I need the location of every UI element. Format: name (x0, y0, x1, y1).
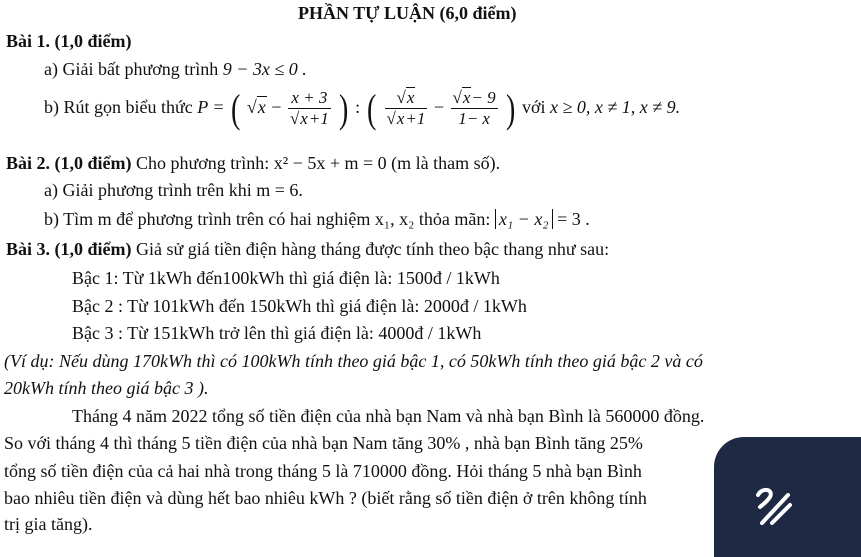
fraction-2: $\frac{√x}{√x+1}$ (386, 88, 426, 129)
close-paren-2: ) (506, 85, 516, 131)
tier-2: Bậc 2 : Từ 101kWh đến 150kWh thì giá điện là: 2000đ / 1kWh (72, 296, 527, 316)
bai1-part-b: b) Rút gọn biểu thức P = ( √x − $\frac{x + 3}{√x+1}$ ) : ( $\frac{√x}{√x+1}$ − $\frac{√x- 9}{1- x}$ ) với x ≥ 0, x ≠ 1, x ≠ 9. (44, 85, 681, 131)
bai3-heading: Bài 3. (1,0 điểm) (6, 239, 132, 259)
bai1-b-text: b) Rút gọn biểu thức (44, 97, 193, 117)
bai1-a-expr: 9 − 3x ≤ 0 . (222, 59, 307, 79)
open-paren-2: ( (366, 85, 377, 131)
bai1-b-p: P = (197, 97, 225, 117)
bai1-b-cond-label: với (521, 97, 546, 117)
bai2-part-b (44, 208, 590, 230)
bai2-b-abs: x₁ − x₂ (495, 209, 553, 229)
bai1-a-text: a) Giải bất phương trình (44, 59, 219, 79)
page-title: PHẦN TỰ LUẬN (6,0 điểm) (298, 3, 517, 23)
floating-action-badge[interactable] (714, 437, 861, 557)
sqrt-x: x (257, 97, 266, 117)
example-line-1: (Ví dụ: Nếu dùng 170kWh thì có 100kWh tính theo giá bậc 1, có 50kWh tính theo giá bậc 2 và có (4, 351, 703, 371)
para-line-4: bao nhiêu tiền điện và dùng hết bao nhiêu kWh ? (biết rằng số tiền điện ở trên không tính (4, 488, 647, 508)
fraction-3: $\frac{√x- 9}{1- x}$ (452, 88, 496, 129)
para-line-3: tổng số tiền điện của cả hai nhà trong tháng 5 là 710000 đồng. Hỏi tháng 5 nhà bạn Bình (4, 461, 642, 481)
fraction-1: $\frac{x + 3}{√x+1}$ (289, 88, 329, 129)
bai3-heading-line (6, 238, 609, 260)
bai2-part-a: a) Giải phương trình trên khi m = 6. (44, 180, 303, 200)
para-line-1: Tháng 4 năm 2022 tổng số tiền điện của nhà bạn Nam và nhà bạn Bình là 560000 đồng. (72, 406, 705, 426)
bai2-b-text: b) Tìm m để phương trình trên có hai nghiệm x₁, x₂ thỏa mãn: (44, 209, 491, 229)
para-line-5: trị gia tăng). (4, 514, 93, 534)
bai2-intro: Cho phương trình: x² − 5x + m = 0 (m là tham số). (136, 153, 501, 173)
bai1-heading: Bài 1. (1,0 điểm) (6, 31, 132, 51)
bai2-heading: Bài 2. (1,0 điểm) (6, 153, 132, 173)
bai1-part-a (44, 58, 307, 80)
tier-3: Bậc 3 : Từ 151kWh trở lên thì giá điện là: 4000đ / 1kWh (72, 323, 482, 343)
pen-slash-icon (748, 483, 792, 532)
bai2-heading-line (6, 152, 500, 174)
bai2-b-tail: = 3 . (557, 209, 590, 229)
bai1-b-cond: x ≥ 0, x ≠ 1, x ≠ 9. (550, 97, 681, 117)
tier-1: Bậc 1: Từ 1kWh đến100kWh thì giá điện là: 1500đ / 1kWh (72, 268, 500, 288)
para-line-2: So với tháng 4 thì tháng 5 tiền điện của nhà bạn Nam tăng 30% , nhà bạn Bình tăng 25% (4, 433, 643, 453)
bai3-intro: Giả sử giá tiền điện hàng tháng được tính theo bậc thang như sau: (136, 239, 610, 259)
example-line-2: 20kWh tính theo giá bậc 3 ). (4, 378, 209, 398)
close-paren: ) (339, 85, 349, 131)
open-paren: ( (231, 85, 241, 131)
